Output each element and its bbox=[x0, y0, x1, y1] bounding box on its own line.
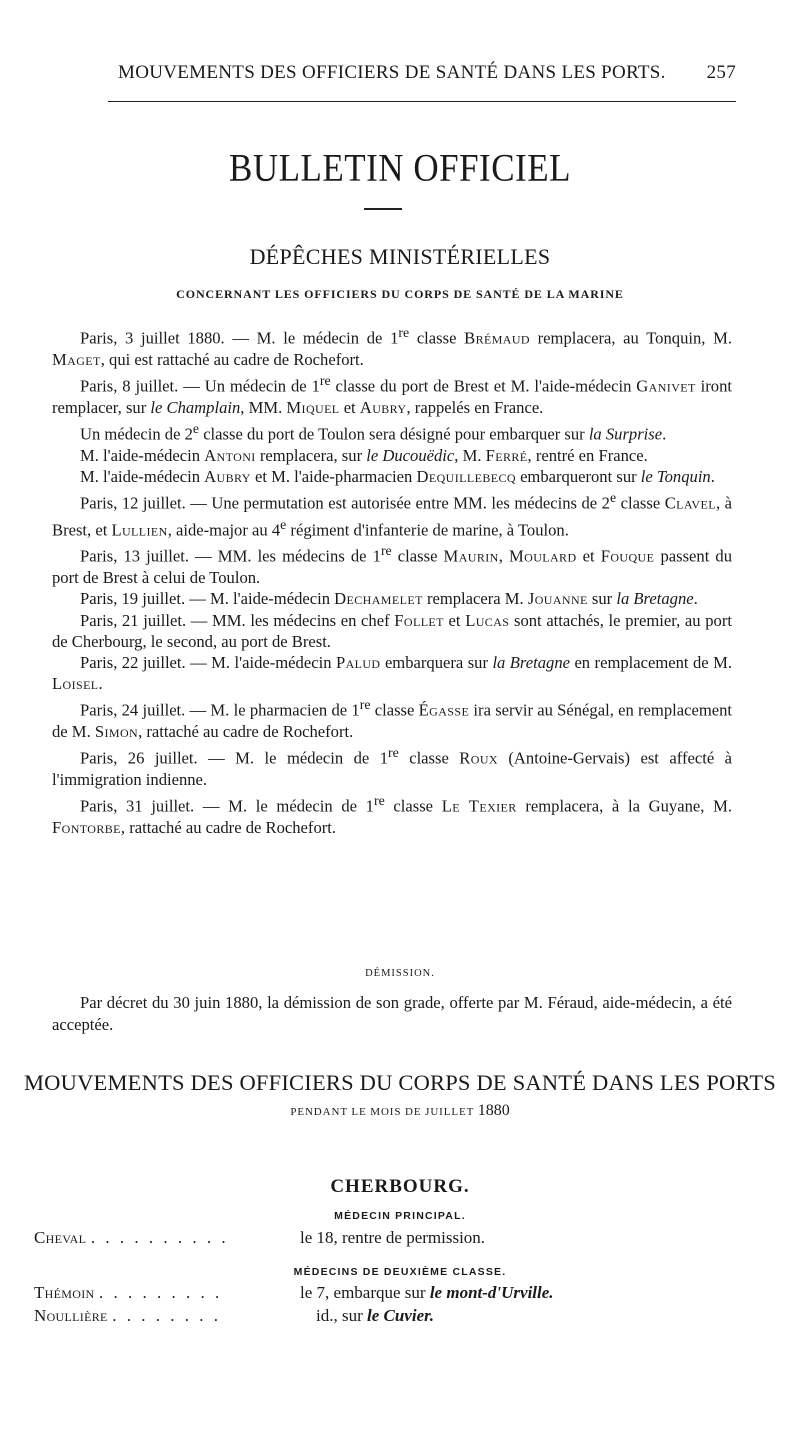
officer-name: Aubry bbox=[204, 466, 251, 486]
officer-name: Roux bbox=[459, 748, 498, 768]
movements-period: PENDANT LE MOIS DE JUILLET bbox=[290, 1106, 475, 1118]
officer-name: Maurin bbox=[443, 547, 499, 567]
ship-name: le mont-d'Urville. bbox=[429, 1283, 554, 1302]
officer-name: Ferré bbox=[485, 445, 528, 465]
movements-year: 1880 bbox=[477, 1102, 510, 1119]
section-heading: DÉPÊCHES MINISTÉRIELLES bbox=[249, 244, 551, 269]
rank-heading: MÉDECIN PRINCIPAL. bbox=[334, 1210, 466, 1222]
running-header bbox=[118, 62, 736, 84]
officer-name: Thémoin . . . . . . . . . bbox=[34, 1283, 223, 1302]
dispatch-paragraph: Paris, 13 juillet. — MM. les médecins de 1re classe Maurin, Moulard et Fouque passent du port de Brest à celui de Toulon. bbox=[52, 543, 732, 588]
dispatch-list bbox=[52, 322, 732, 838]
ship-name: le Ducouëdic bbox=[366, 445, 455, 465]
officer-name: Loisel bbox=[52, 674, 99, 694]
officer-name: Fouque bbox=[600, 547, 655, 567]
movements-subtitle bbox=[0, 1102, 800, 1120]
movement-text: id., sur le Cuvier. bbox=[316, 1306, 435, 1325]
movements-title: MOUVEMENTS DES OFFICIERS DU CORPS DE SANTÉ DANS LES PORTS bbox=[23, 1070, 777, 1095]
port-heading: CHERBOURG. bbox=[330, 1176, 470, 1197]
dispatch-paragraph: M. l'aide-médecin Aubry et M. l'aide-pharmacien Dequillebecq embarqueront sur le Tonquin. bbox=[80, 466, 715, 486]
dispatch-paragraph: Paris, 24 juillet. — M. le pharmacien de 1re classe Égasse ira servir au Sénégal, en remplacement de M. Simon, rattaché au cadre de Rochefort. bbox=[52, 697, 733, 742]
page-number: 257 bbox=[706, 62, 736, 83]
officer-name: Brémaud bbox=[464, 328, 530, 348]
officer-name: Follet bbox=[394, 610, 444, 630]
dispatch-paragraph: M. l'aide-médecin Antoni remplacera, sur le Ducouëdic, M. Ferré, rentré en France. bbox=[80, 445, 648, 465]
officer-name: Moulard bbox=[508, 547, 577, 567]
officer-name: Fontorbe bbox=[52, 818, 121, 838]
bulletin-title: BULLETIN OFFICIEL bbox=[229, 145, 571, 190]
running-title: MOUVEMENTS DES OFFICIERS DE SANTÉ DANS LES PORTS. bbox=[118, 62, 666, 83]
dispatch-paragraph: Paris, 31 juillet. — M. le médecin de 1re classe Le Texier remplacera, à la Guyane, M. Fontorbe, rattaché au cadre de Rochefort. bbox=[52, 793, 732, 838]
officer-name: Noullière . . . . . . . . bbox=[34, 1306, 221, 1325]
officer-name: Dequillebecq bbox=[416, 466, 516, 486]
officer-name: Aubry bbox=[359, 397, 407, 417]
officer-name: Miquel bbox=[286, 397, 340, 417]
ship-name: le Champlain bbox=[150, 397, 241, 417]
officer-name: Jouanne bbox=[527, 589, 588, 609]
movement-text: le 7, embarque sur le mont-d'Urville. bbox=[300, 1283, 554, 1302]
ship-name: le Cuvier. bbox=[367, 1306, 435, 1325]
officer-name: Clavel bbox=[664, 493, 716, 513]
officer-name: Lucas bbox=[465, 610, 510, 630]
officer-name: Le Texier bbox=[441, 796, 517, 816]
ship-name: la Bretagne bbox=[492, 653, 570, 673]
officer-name: Lullien bbox=[111, 520, 168, 540]
section-subheading: CONCERNANT LES OFFICIERS DU CORPS DE SANTÉ DE LA MARINE bbox=[176, 287, 624, 301]
officer-name: Maget bbox=[52, 349, 101, 369]
demission-text: Par décret du 30 juin 1880, la démission de son grade, offerte par M. Féraud, aide-médecin, a été acceptée. bbox=[52, 993, 732, 1034]
ship-name: la Bretagne bbox=[616, 589, 694, 609]
ship-name: la Surprise bbox=[588, 424, 663, 444]
demission-block bbox=[52, 992, 732, 1035]
dispatch-paragraph: Paris, 12 juillet. — Une permutation est autorisée entre MM. les médecins de 2e classe Clavel, à Brest, et Lullien, aide-major au 4e régiment d'infanterie de marine, à Toulon. bbox=[52, 490, 732, 540]
officer-name: Palud bbox=[335, 653, 381, 673]
movement-text: le 18, rentre de permission. bbox=[300, 1228, 486, 1247]
officer-name: Dechamelet bbox=[334, 589, 423, 609]
officer-name: Cheval . . . . . . . . . . bbox=[34, 1228, 229, 1247]
dispatch-paragraph: Paris, 22 juillet. — M. l'aide-médecin Palud embarquera sur la Bretagne en remplacement de M. Loisel. bbox=[52, 653, 732, 694]
dispatch-paragraph: Un médecin de 2e classe du port de Toulon sera désigné pour embarquer sur la Surprise. bbox=[80, 420, 667, 444]
dispatch-paragraph: Paris, 21 juillet. — MM. les médecins en chef Follet et Lucas sont attachés, le premier, au port de Cherbourg, le second, au port de Brest. bbox=[52, 610, 732, 651]
demission-heading: DÉMISSION. bbox=[365, 968, 435, 979]
ship-name: le Tonquin bbox=[640, 466, 711, 486]
dispatch-paragraph: Paris, 19 juillet. — M. l'aide-médecin Dechamelet remplacera M. Jouanne sur la Bretagne. bbox=[80, 589, 698, 609]
dispatch-paragraph: Paris, 26 juillet. — M. le médecin de 1re classe Roux (Antoine-Gervais) est affecté à l'immigration indienne. bbox=[52, 745, 733, 790]
header-rule bbox=[108, 101, 736, 102]
officer-name: Ganivet bbox=[636, 376, 696, 396]
officer-name: Simon bbox=[94, 722, 139, 742]
officer-name: Égasse bbox=[418, 700, 470, 720]
dispatch-paragraph: Paris, 8 juillet. — Un médecin de 1re classe du port de Brest et M. l'aide-médecin Ganivet iront remplacer, sur le Champlain, MM. Miquel et Aubry, rappelés en France. bbox=[52, 372, 732, 417]
dispatch-paragraph: Paris, 3 juillet 1880. — M. le médecin de 1re classe Brémaud remplacera, au Tonquin, M. Maget, qui est rattaché au cadre de Rochefort. bbox=[52, 325, 733, 369]
officer-name: Antoni bbox=[204, 445, 256, 465]
title-divider bbox=[364, 208, 402, 210]
rank-heading: MÉDECINS DE DEUXIÈME CLASSE. bbox=[293, 1266, 507, 1278]
